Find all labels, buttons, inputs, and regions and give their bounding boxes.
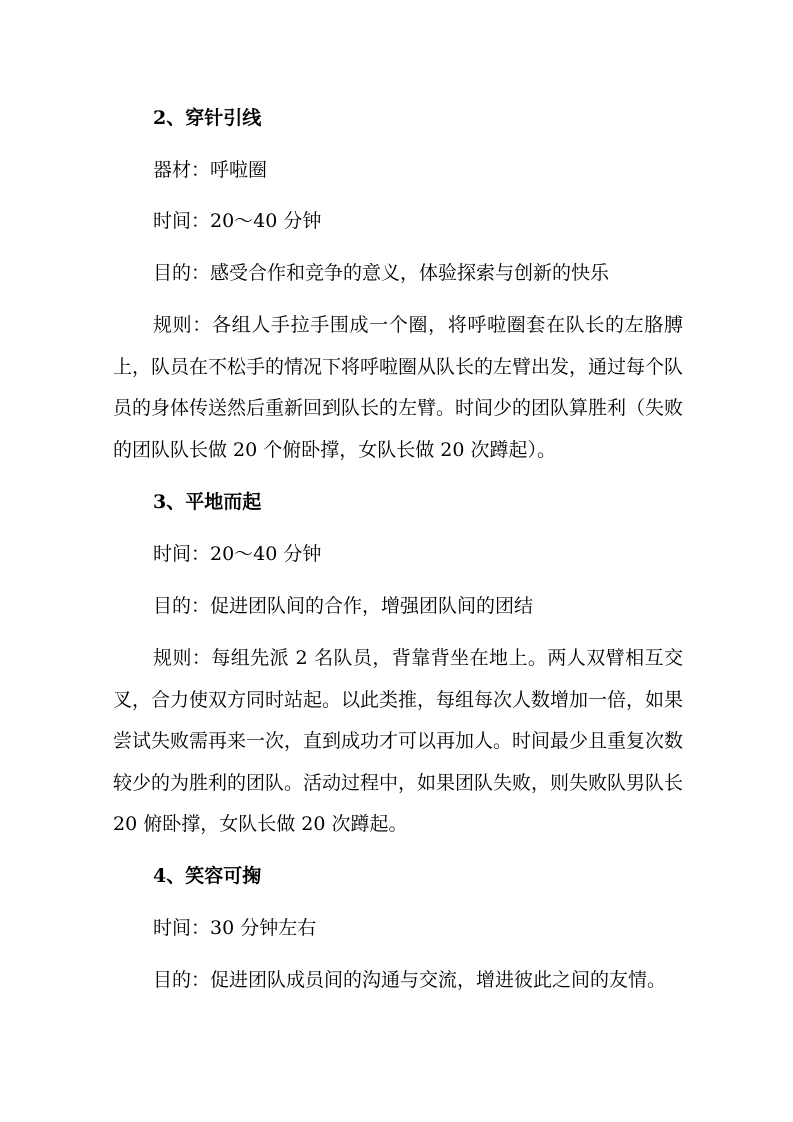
section-heading-4: 4、笑容可掬: [153, 865, 262, 887]
section-heading-3: 3、平地而起: [153, 491, 262, 513]
section-3-time: 时间：20～40 分钟: [153, 543, 322, 565]
section-4-time: 时间：30 分钟左右: [153, 917, 317, 939]
section-2-purpose: 目的：感受合作和竞争的意义，体验探索与创新的快乐: [153, 262, 610, 284]
section-4-purpose: 目的：促进团队成员间的沟通与交流，增进彼此之间的友情。: [153, 969, 667, 991]
section-2-time: 时间：20～40 分钟: [153, 210, 322, 232]
section-2-rules: 规则：各组人手拉手围成一个圈，将呼啦圈套在队长的左胳膊上，队员在不松手的情况下将呼啦圈从队长的左臂出发，通过每个队员的身体传送然后重新回到队长的左臂。时间少的团队算胜利（失败的团队队长做 20 个俯卧撑，女队长做 20 次蹲起）。: [113, 314, 684, 461]
section-heading-2: 2、穿针引线: [153, 107, 262, 129]
section-3-rules: 规则：每组先派 2 名队员，背靠背坐在地上。两人双臂相互交叉，合力使双方同时站起。以此类推，每组每次人数增加一倍，如果尝试失败需再来一次，直到成功才可以再加人。时间最少且重复次数较少的为胜利的团队。活动过程中，如果团队失败，则失败队男队长 20 俯卧撑，女队长做 20 次蹲起。: [113, 647, 684, 835]
section-2-equipment: 器材：呼啦圈: [153, 159, 268, 181]
section-3-purpose: 目的：促进团队间的合作，增强团队间的团结: [153, 595, 534, 617]
